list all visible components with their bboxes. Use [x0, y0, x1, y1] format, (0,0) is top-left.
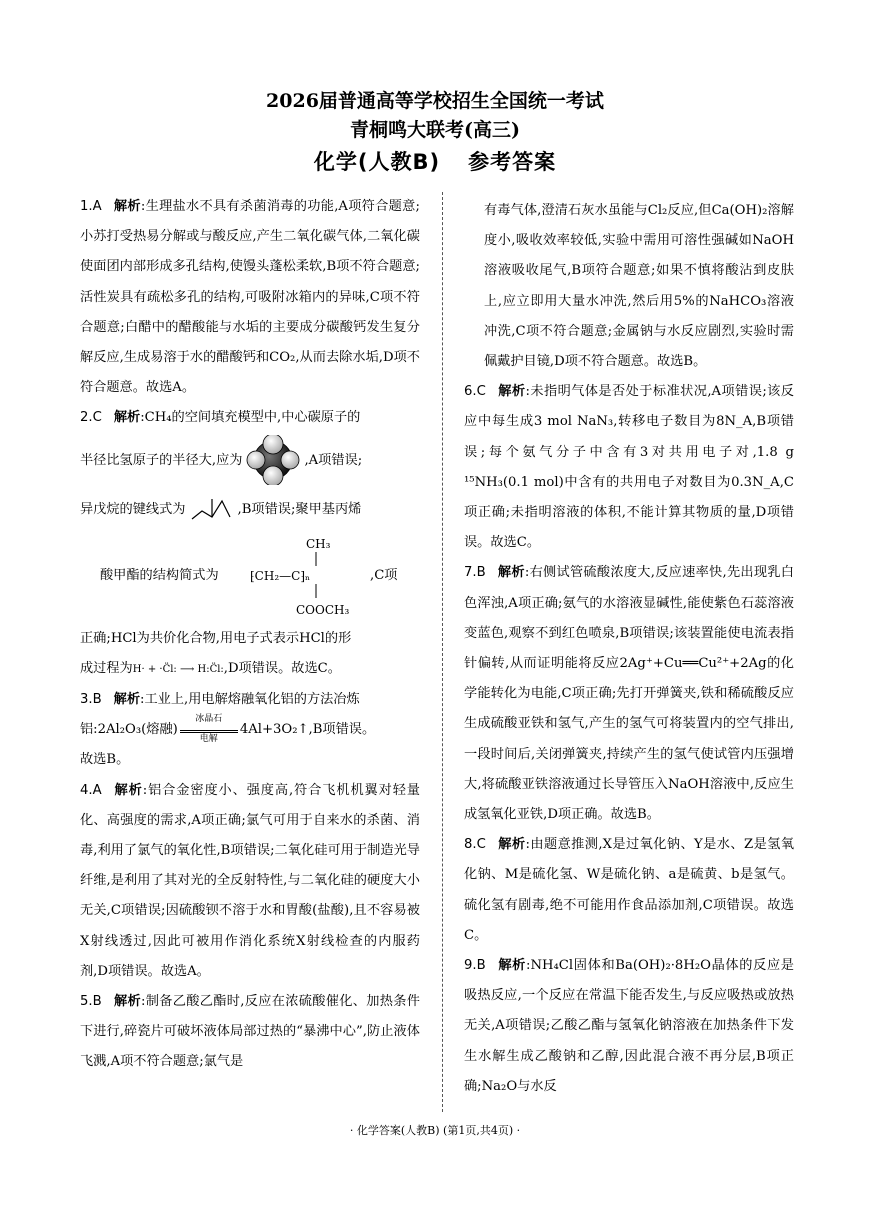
answer-letter: B — [92, 692, 102, 708]
right-column — [464, 196, 794, 1102]
answer-item-4: 4.A 解析:铝合金密度小、强度高,符合飞机机翼对轻量化、高强度的需求,A项正确;氯气可用于自来水的杀菌、消毒,利用了氯气的氧化性,B项错误;二氧化硅可用于制造光导纤维,是利用了其对光的全反射特性,与二氧化硅的硬度大小无关,C项错误;因硫酸钡不溶于水和胃酸(盐酸),且不容易被X射线透过,因此可被用作消化系统X射线检查的内服药剂,D项错误。故选A。 — [80, 776, 420, 987]
doc-type: 参考答案 — [468, 150, 557, 174]
explanation-text: 由题意推测,X是过氧化钠、Y是水、Z是氢氧化钠、M是硫化氢、W是硫化钠、a是硫黄、b是氢气。硫化氢有剧毒,绝不可能用作食品添加剂,C项错误。故选C。 — [464, 837, 795, 943]
explanation-text: 右侧试管硫酸浓度大,反应速率快,先出现乳白色浑浊,A项正确;氨气的水溶液显碱性,能使紫色石蕊溶液变蓝色,观察不到红色喷泉,B项错误;该装置能使电流表指针偏转,从而证明能将反应2Ag⁺+Cu══Cu²⁺+2Ag的化学能转化为电能,C项正确;先打开弹簧夹,铁和稀硫酸反应生成硫酸亚铁和氢气,产生的氢气可将装置内的空气排出,一段时间后,关闭弹簧夹,持续产生的氢气使试管内压强增大,将硫酸亚铁溶液通过长导管压入NaOH溶液中,反应生成氢氧化亚铁,D项正确。故选B。 — [464, 565, 794, 823]
explanation-text: 铝合金密度小、强度高,符合飞机机翼对轻量化、高强度的需求,A项正确;氯气可用于自来水的杀菌、消毒,利用了氯气的氧化性,B项错误;二氧化硅可用于制造光导纤维,是利用了其对光的全反射特性,与二氧化硅的硬度大小无关,C项错误;因硫酸钡不溶于水和胃酸(盐酸),且不容易被X射线透过,因此可被用作消化系统X射线检查的内服药剂,D项错误。故选A。 — [80, 782, 420, 979]
exam-title: 2026届普通高等学校招生全国统一考试 — [266, 90, 604, 112]
jiexi-label: 解析 — [497, 384, 526, 400]
explanation-text: CH₄的空间填充模型中,中心碳原子的 — [144, 410, 361, 426]
item-number: 1. — [80, 199, 93, 214]
answer-item-2: 2.C 解析:CH₄的空间填充模型中,中心碳原子的 半径比氢原子的半径大,应为 ,A项错误; 异戊烷的键线式为 ,B项错误;聚甲基丙烯 酸甲酯的结构简式为 CH₃ ⁅CH₂—C⁆ₙ COOCH₃ ,C项 正确;HCl为共价化合物,用电子式表示HCl的形 成过程为H· + ·C̈l: ⟶ H:C̈l:,D项错误。故选C。 — [80, 403, 420, 685]
answer-letter: A — [92, 782, 102, 798]
left-column — [80, 192, 420, 1078]
jiexi-label: 解析 — [497, 958, 527, 974]
explanation-text: 4Al+3O₂↑,B项错误。 — [239, 722, 376, 738]
item-number: 8. — [464, 837, 477, 853]
explanation-text: 酸甲酯的结构简式为 — [100, 567, 219, 583]
explanation-text: 铝:2Al₂O₃(熔融) — [80, 722, 178, 738]
eq-catalyst: 冰晶石 — [195, 713, 223, 724]
explanation-text: ,A项错误; — [304, 452, 363, 468]
item-number: 4. — [80, 782, 93, 798]
exam-subtitle: 青桐鸣大联考(高三) — [350, 119, 520, 141]
pmma-structure — [250, 532, 360, 624]
jiexi-label: 解析 — [113, 410, 141, 426]
explanation-text: ,B项错误;聚甲基丙烯 — [237, 501, 362, 517]
answer-letter: C — [476, 837, 486, 853]
answer-letter: B — [476, 958, 486, 974]
jiexi-label: 解析 — [113, 782, 143, 798]
explanation-text: NH₄Cl固体和Ba(OH)₂·8H₂O晶体的反应是吸热反应,一个反应在常温下能否发生,与反应吸热或放热无关,A项错误;乙酸乙酯与氢氧化钠溶液在加热条件下发生水解生成乙酸钠和乙醇,因此混合液不再分层,B项正确;Na₂O与水反 — [464, 958, 794, 1094]
explanation-text: 半径比氢原子的半径大,应为 — [80, 452, 243, 468]
explanation-text: 未指明气体是否处于标准状况,A项错误;该反应中每生成3 mol NaN₃,转移电子数目为8N_A,B项错误;每个氨气分子中含有3对共用电子对,1.8 g ¹⁵NH₃(0.1 mol)中含有的共用电子对数目为0.3N_A,C项正确;未指明溶液的体积,不能计算其物质的量,D项错误。故选C。 — [464, 384, 794, 551]
isopentane-skeletal-formula-icon — [190, 495, 234, 523]
answer-item-3: 3.B 解析:工业上,用电解熔融氧化铝的方法冶炼 铝:2Al₂O₃(熔融) 冰晶石 电解 4Al+3O₂↑,B项错误。 故选B。 — [80, 685, 420, 776]
page-footer: · 化学答案(人教B) (第1页,共4页) · — [349, 1124, 521, 1137]
ch4-space-filling-model-icon — [244, 435, 302, 485]
answer-letter: C — [476, 384, 486, 400]
answer-item-6: 6.C 解析:未指明气体是否处于标准状况,A项错误;该反应中每生成3 mol NaN₃,转移电子数目为8N_A,B项错误;每个氨气分子中含有3对共用电子对,1.8 g ¹⁵NH₃(0.1 mol)中含有的共用电子对数目为0.3N_A,C项正确;未指明溶液的体积,不能计算其物质的量,D项错误。故选C。 — [464, 377, 794, 558]
struct-cooch3: COOCH₃ — [296, 602, 350, 617]
item-number: 7. — [464, 565, 477, 581]
answer-letter: C — [92, 410, 102, 426]
item-number: 2. — [80, 410, 93, 426]
jiexi-label: 解析 — [497, 565, 525, 581]
subject-name: 化学(人教B) — [313, 150, 441, 174]
item-number: 3. — [80, 692, 93, 708]
column-divider — [442, 192, 443, 1112]
answer-item-5: 5.B 解析:制备乙酸乙酯时,反应在浓硫酸催化、加热条件下进行,碎瓷片可破坏液体局部过热的“暴沸中心”,防止液体飞溅,A项不符合题意;氯气是 — [80, 987, 420, 1078]
struct-ch3: CH₃ — [306, 536, 331, 551]
explanation-text: 生理盐水不具有杀菌消毒的功能,A项符合题意;小苏打受热易分解或与酸反应,产生二氧化碳气体,二氧化碳使面团内部形成多孔结构,使馒头蓬松柔软,B项不符合题意;活性炭具有疏松多孔的结构,可吸附冰箱内的异味,C项不符合题意;白醋中的醋酸能与水垢的主要成分碳酸钙发生复分解反应,生成易溶于水的醋酸钙和CO₂,从而去除水垢,D项不符合题意。故选A。 — [80, 199, 420, 396]
explanation-text: 异戊烷的键线式为 — [80, 501, 186, 517]
answer-letter: B — [92, 994, 102, 1010]
item-number: 5. — [80, 994, 93, 1010]
electrolysis-condition — [178, 713, 240, 744]
explanation-text: 制备乙酸乙酯时,反应在浓硫酸催化、加热条件下进行,碎瓷片可破坏液体局部过热的“暴沸中心”,防止液体飞溅,A项不符合题意;氯气是 — [80, 994, 420, 1070]
answer-letter: A — [92, 199, 102, 214]
answer-item-5-cont — [464, 196, 794, 377]
item-number: 9. — [464, 958, 477, 974]
eq-condition: 电解 — [199, 733, 218, 744]
subject-title — [0, 146, 870, 176]
explanation-text: 有毒气体,澄清石灰水虽能与Cl₂反应,但Ca(OH)₂溶解度小,吸收效率较低,实验中需用可溶性强碱如NaOH溶液吸收尾气,B项符合题意;如果不慎将酸沾到皮肤上,应立即用大量水冲洗,然后用5%的NaHCO₃溶液冲洗,C项不符合题意;金属钠与水反应剧烈,实验时需佩戴护目镜,D项不符合题意。故选B。 — [484, 203, 794, 370]
explanation-text: 工业上,用电解熔融氧化铝的方法冶炼 — [144, 692, 360, 708]
answer-item-9: 9.B 解析:NH₄Cl固体和Ba(OH)₂·8H₂O晶体的反应是吸热反应,一个反应在常温下能否发生,与反应吸热或放热无关,A项错误;乙酸乙酯与氢氧化钠溶液在加热条件下发生水解生成乙酸钠和乙醇,因此混合液不再分层,B项正确;Na₂O与水反 — [464, 951, 794, 1102]
pmma-structure-line — [80, 532, 420, 624]
answer-item-8: 8.C 解析:由题意推测,X是过氧化钠、Y是水、Z是氢氧化钠、M是硫化氢、W是硫化钠、a是硫黄、b是氢气。硫化氢有剧毒,绝不可能用作食品添加剂,C项错误。故选C。 — [464, 830, 794, 951]
answer-letter: B — [476, 565, 486, 581]
answer-item-1: 1.A 解析:生理盐水不具有杀菌消毒的功能,A项符合题意;小苏打受热易分解或与酸反应,产生二氧化碳气体,二氧化碳使面团内部形成多孔结构,使馒头蓬松柔软,B项不符合题意;活性炭具有疏松多孔的结构,可吸附冰箱内的异味,C项不符合题意;白醋中的醋酸能与水垢的主要成分碳酸钙发生复分解反应,生成易溶于水的醋酸钙和CO₂,从而去除水垢,D项不符合题意。故选A。 — [80, 192, 420, 403]
explanation-text: 故选B。 — [80, 752, 130, 768]
explanation-text: 成过程为 — [80, 660, 133, 676]
jiexi-label: 解析 — [497, 837, 526, 853]
explanation-text: ,D项错误。故选C。 — [223, 660, 341, 676]
explanation-text: 正确;HCl为共价化合物,用电子式表示HCl的形 — [80, 630, 352, 646]
jiexi-label: 解析 — [113, 692, 141, 708]
struct-chain: ⁅CH₂—C⁆ₙ — [250, 568, 311, 583]
explanation-text: ,C项 — [370, 567, 398, 583]
hcl-formation-formula: H· + ·C̈l: ⟶ H:C̈l: — [132, 663, 224, 675]
item-number: 6. — [464, 384, 477, 400]
jiexi-label: 解析 — [113, 199, 141, 214]
answer-item-7: 7.B 解析:右侧试管硫酸浓度大,反应速率快,先出现乳白色浑浊,A项正确;氨气的水溶液显碱性,能使紫色石蕊溶液变蓝色,观察不到红色喷泉,B项错误;该装置能使电流表指针偏转,从而证明能将反应2Ag⁺+Cu══Cu²⁺+2Ag的化学能转化为电能,C项正确;先打开弹簧夹,铁和稀硫酸反应生成硫酸亚铁和氢气,产生的氢气可将装置内的空气排出,一段时间后,关闭弹簧夹,持续产生的氢气使试管内压强增大,将硫酸亚铁溶液通过长导管压入NaOH溶液中,反应生成氢氧化亚铁,D项正确。故选B。 — [464, 558, 794, 830]
jiexi-label: 解析 — [113, 994, 141, 1010]
